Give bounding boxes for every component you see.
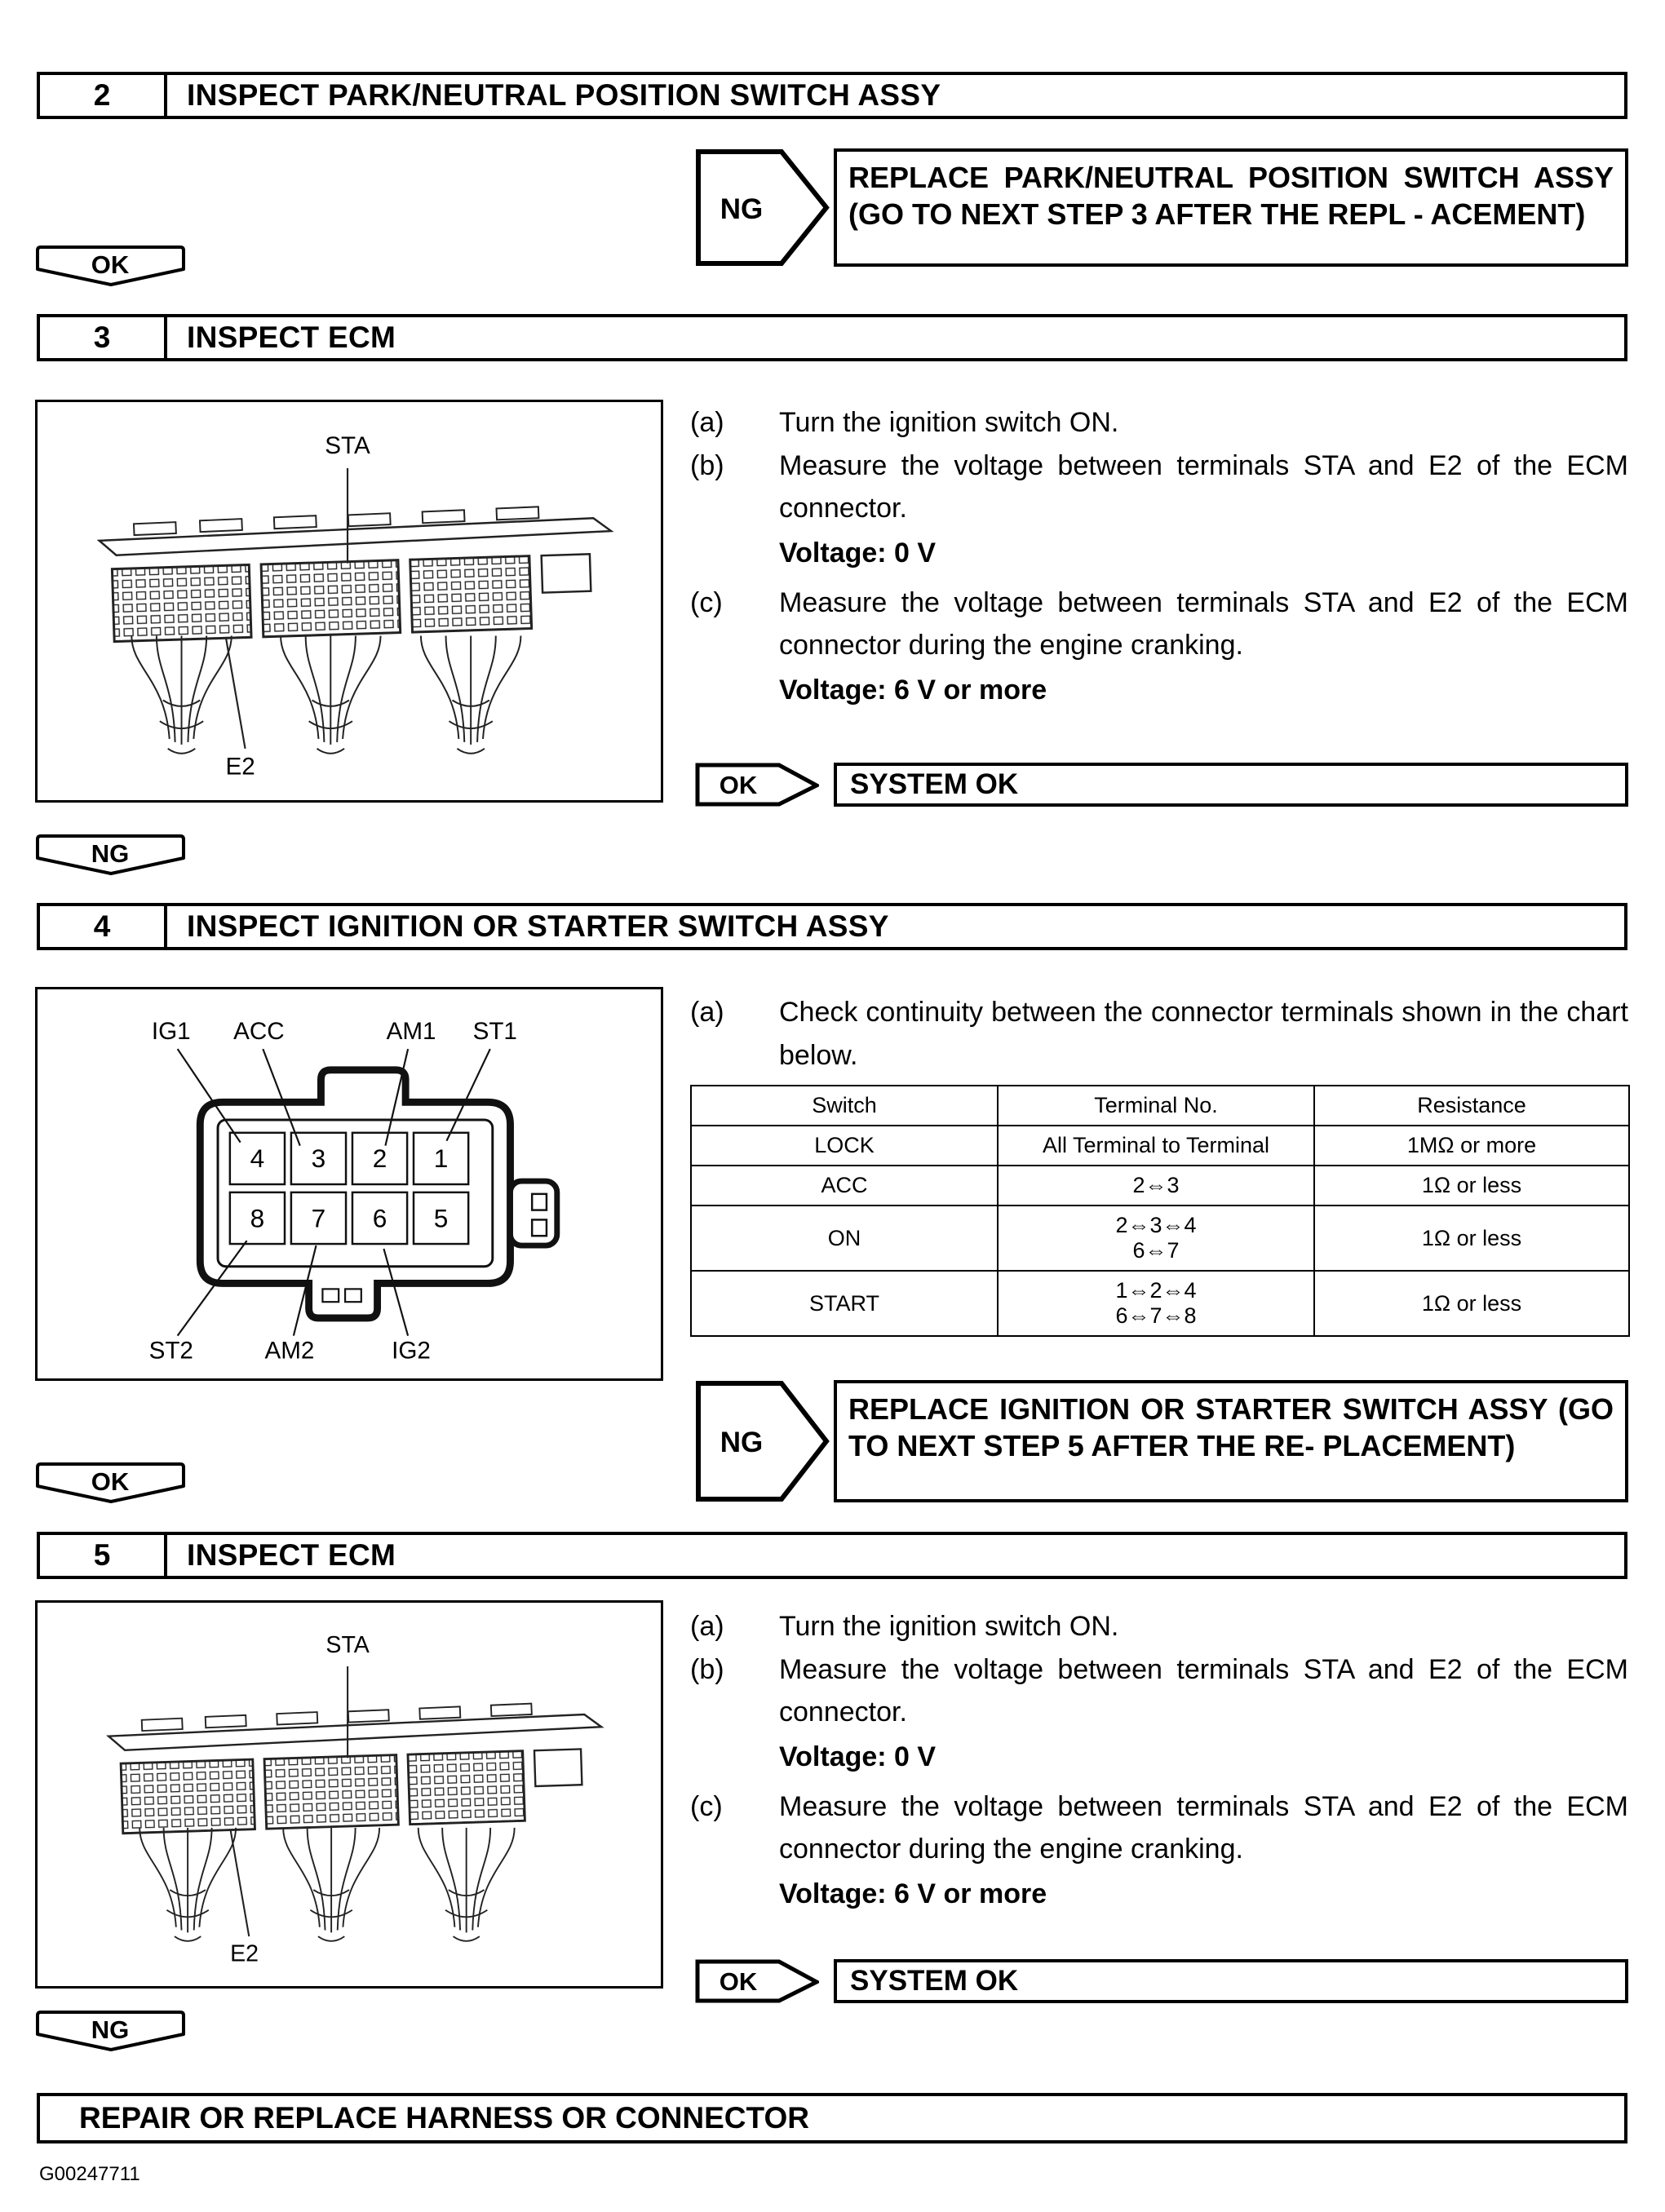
pin-2: 2 — [372, 1144, 387, 1174]
ok-label: OK — [91, 250, 130, 279]
continuity-table — [690, 1085, 1630, 1337]
instruction-marker: (b) — [690, 1653, 724, 1685]
ecm-connector-diagram — [38, 402, 661, 800]
step-4-number: 4 — [40, 906, 167, 947]
instruction-text: Turn the ignition switch ON. — [779, 1611, 1119, 1642]
cell-terminals: All Terminal to Terminal — [998, 1126, 1314, 1166]
step-2-number: 2 — [40, 75, 167, 116]
e2-terminal-label: E2 — [225, 753, 255, 781]
cell-switch: LOCK — [691, 1126, 998, 1166]
instruction-text: Measure the voltage between terminals STA and E2 of the ECM connector. — [779, 449, 1628, 524]
instruction-marker: (c) — [690, 1790, 723, 1822]
final-action-text: REPAIR OR REPLACE HARNESS OR CONNECTOR — [79, 2101, 809, 2135]
instruction-item-a — [690, 1605, 1628, 1648]
cell-terminals — [998, 1271, 1314, 1336]
step-5-ok-pointer — [695, 1959, 819, 2003]
step-3-header — [37, 314, 1627, 361]
pin-1: 1 — [433, 1144, 449, 1174]
ecm-case — [100, 468, 611, 754]
step-4-ng-pointer — [695, 1380, 830, 1502]
ng-label: NG — [720, 1427, 764, 1458]
instruction-text: Turn the ignition switch ON. — [779, 407, 1119, 438]
ng-pointer-shape — [695, 1380, 830, 1502]
pin-5: 5 — [433, 1203, 449, 1233]
label-am2: AM2 — [264, 1337, 315, 1365]
e2-terminal-label: E2 — [230, 1940, 259, 1967]
step-2-ng-pointer — [695, 148, 830, 267]
e2-leader-line — [226, 637, 246, 748]
step-3-ok-pointer — [695, 763, 819, 807]
step-5-instructions — [690, 1605, 1628, 1922]
step-5-number: 5 — [40, 1535, 167, 1576]
connector-body — [178, 1049, 557, 1336]
ecm-case — [108, 1666, 601, 1941]
step-3-title: INSPECT ECM — [187, 321, 396, 354]
step-4-title: INSPECT IGNITION OR STARTER SWITCH ASSY — [187, 909, 889, 943]
ok-pointer-shape — [695, 763, 819, 807]
final-action-bar — [37, 2093, 1627, 2143]
cell-switch: ON — [691, 1206, 998, 1271]
step-4-ok-connector — [35, 1462, 186, 1504]
instruction-item-c — [690, 1785, 1628, 1922]
wire-bundles — [139, 1828, 515, 1941]
label-am1: AM1 — [386, 1018, 436, 1046]
ok-banner-shape — [35, 245, 186, 287]
ng-pointer-shape — [695, 148, 830, 267]
instruction-marker: (a) — [690, 407, 724, 438]
table-row-lock — [691, 1126, 1629, 1166]
step-5-ok-result-text: SYSTEM OK — [850, 1965, 1019, 1997]
instruction-text: Check continuity between the connector terminals shown in the chart below. — [779, 997, 1628, 1071]
ok-banner-shape — [35, 1462, 186, 1504]
step-3-figure — [35, 400, 663, 803]
terminal-line: 6⇔7 — [1132, 1238, 1180, 1263]
table-row-acc — [691, 1166, 1629, 1206]
step-2-ok-connector — [35, 245, 186, 287]
ok-pointer-shape — [695, 1959, 819, 2003]
ecm-pin-blocks — [121, 1749, 583, 1833]
col-resistance: Resistance — [1314, 1086, 1629, 1126]
label-ig2: IG2 — [392, 1337, 431, 1365]
instruction-marker: (c) — [690, 586, 723, 618]
e2-leader-line — [230, 1829, 249, 1936]
step-2-ng-action-box — [834, 148, 1628, 267]
step-5-ng-connector — [35, 2010, 186, 2052]
table-row-start — [691, 1271, 1629, 1336]
instruction-item-a — [690, 401, 1628, 445]
step-4-instructions — [690, 991, 1628, 1077]
instruction-item-b — [690, 1648, 1628, 1785]
sta-terminal-label: STA — [325, 1631, 370, 1658]
instruction-text: Measure the voltage between terminals STA and E2 of the ECM connector during the engine cranking. — [779, 1790, 1628, 1865]
step-3-ok-result-text: SYSTEM OK — [850, 768, 1019, 800]
wire-bundles — [131, 635, 520, 753]
pin-8: 8 — [250, 1203, 265, 1233]
ng-label: NG — [720, 193, 764, 225]
col-terminal: Terminal No. — [998, 1086, 1314, 1126]
step-5-figure — [35, 1600, 663, 1989]
step-3-ng-connector — [35, 834, 186, 876]
voltage-spec: Voltage: 0 V — [779, 538, 937, 569]
ng-label: NG — [91, 839, 130, 868]
instruction-item-b — [690, 445, 1628, 582]
instruction-marker: (a) — [690, 997, 724, 1028]
ok-label: OK — [91, 1467, 130, 1496]
cell-terminals — [998, 1206, 1314, 1271]
step-3-number: 3 — [40, 317, 167, 358]
voltage-spec: Voltage: 0 V — [779, 1741, 937, 1773]
terminal-line: 2⇔3⇔4 — [1115, 1213, 1197, 1237]
step-4-ng-action-text: REPLACE IGNITION OR STARTER SWITCH ASSY (GO TO NEXT STEP 5 AFTER THE RE- PLACEMENT) — [848, 1392, 1614, 1462]
pin-4: 4 — [250, 1144, 265, 1174]
instruction-text: Measure the voltage between terminals STA and E2 of the ECM connector during the engine cranking. — [779, 586, 1628, 661]
step-2-title: INSPECT PARK/NEUTRAL POSITION SWITCH ASSY — [187, 78, 941, 112]
ecm-connector-diagram — [38, 1603, 661, 1986]
cell-resistance: 1MΩ or more — [1314, 1126, 1629, 1166]
instruction-text: Measure the voltage between terminals STA and E2 of the ECM connector. — [779, 1653, 1628, 1728]
step-4-figure — [35, 987, 663, 1381]
cell-resistance: 1Ω or less — [1314, 1271, 1629, 1336]
instruction-marker: (b) — [690, 449, 724, 481]
table-row-on — [691, 1206, 1629, 1271]
ng-label: NG — [91, 2015, 130, 2044]
label-ig1: IG1 — [151, 1018, 191, 1046]
cell-resistance: 1Ω or less — [1314, 1166, 1629, 1206]
ok-label: OK — [719, 1967, 758, 1996]
figure-id: G00247711 — [39, 2163, 140, 2185]
ng-banner-shape — [35, 2010, 186, 2052]
step-2-header — [37, 72, 1627, 119]
cell-switch: ACC — [691, 1166, 998, 1206]
step-2-ng-action-text: REPLACE PARK/NEUTRAL POSITION SWITCH ASSY (GO TO NEXT STEP 3 AFTER THE REPL - ACEMENT) — [848, 161, 1614, 231]
step-4-header — [37, 903, 1627, 950]
instruction-item-c — [690, 582, 1628, 719]
instruction-marker: (a) — [690, 1611, 724, 1642]
label-st1: ST1 — [472, 1018, 517, 1046]
connector-outline — [200, 1070, 510, 1318]
terminal-line: 1⇔2⇔4 — [1115, 1278, 1197, 1303]
pin-3: 3 — [311, 1144, 326, 1174]
ok-label: OK — [719, 771, 758, 799]
ignition-switch-connector-diagram — [38, 989, 661, 1378]
instruction-item-a — [690, 991, 1628, 1077]
label-acc: ACC — [233, 1018, 285, 1046]
voltage-spec: Voltage: 6 V or more — [779, 1878, 1047, 1910]
pin-6: 6 — [372, 1203, 387, 1233]
ng-banner-shape — [35, 834, 186, 876]
cell-terminals: 2⇔3 — [998, 1166, 1314, 1206]
cell-switch: START — [691, 1271, 998, 1336]
step-5-ok-result-box — [834, 1959, 1628, 2003]
table-header-row — [691, 1086, 1629, 1126]
step-5-header — [37, 1532, 1627, 1579]
step-5-title: INSPECT ECM — [187, 1538, 396, 1572]
sta-terminal-label: STA — [325, 432, 370, 460]
col-switch: Switch — [691, 1086, 998, 1126]
step-4-ng-action-box — [834, 1380, 1628, 1502]
step-3-ok-result-box — [834, 763, 1628, 807]
pin-7: 7 — [311, 1203, 326, 1233]
label-st2: ST2 — [148, 1337, 193, 1365]
ecm-pin-blocks — [112, 554, 591, 641]
cell-resistance: 1Ω or less — [1314, 1206, 1629, 1271]
step-3-instructions — [690, 401, 1628, 719]
terminal-line: 6⇔7⇔8 — [1115, 1303, 1197, 1328]
voltage-spec: Voltage: 6 V or more — [779, 675, 1047, 706]
